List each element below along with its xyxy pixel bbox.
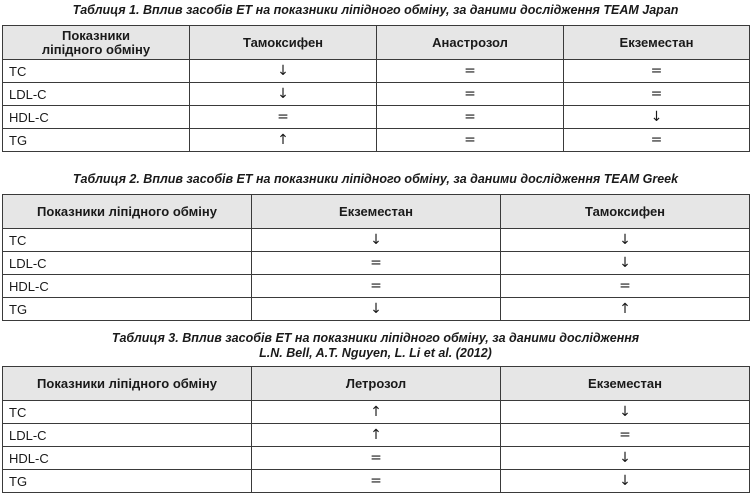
table-3-caption: Таблиця 3. Вплив засобів ЕТ на показники ліпідного обміну, за даними дослідження (111, 331, 640, 345)
row-label: TG (3, 298, 252, 321)
row-label: LDL-C (3, 83, 190, 106)
cell-value: = (377, 60, 564, 83)
table-row (3, 60, 750, 83)
table-1 (2, 25, 750, 152)
table-2-block (0, 172, 751, 321)
cell-value: ↑ (252, 424, 501, 447)
table-row (3, 129, 750, 152)
table-row (3, 470, 750, 493)
cell-value: ↓ (190, 83, 377, 106)
cell-value: ↓ (501, 447, 750, 470)
cell-value: = (252, 275, 501, 298)
cell-value: = (564, 129, 750, 152)
table-row (3, 229, 750, 252)
cell-value: = (252, 447, 501, 470)
cell-value: = (377, 106, 564, 129)
table-3-caption-line2: L.N. Bell, A.T. Nguyen, L. Li et al. (2012) (259, 346, 492, 360)
cell-value: ↓ (252, 298, 501, 321)
row-label: TC (3, 401, 252, 424)
cell-value: ↓ (564, 106, 750, 129)
table-3-header-letrozole: Летрозол (252, 367, 501, 401)
row-label: HDL-C (3, 106, 190, 129)
row-label: TC (3, 229, 252, 252)
row-label: TG (3, 470, 252, 493)
cell-value: ↓ (501, 401, 750, 424)
cell-value: = (564, 83, 750, 106)
row-label: HDL-C (3, 447, 252, 470)
row-label: TC (3, 60, 190, 83)
cell-value: ↑ (190, 129, 377, 152)
table-row (3, 83, 750, 106)
table-row (3, 447, 750, 470)
table-3-header-indicator: Показники ліпідного обміну (3, 367, 252, 401)
table-1-header-exemestane: Екземестан (564, 26, 750, 60)
cell-value: = (501, 424, 750, 447)
table-2 (2, 194, 750, 321)
table-row (3, 106, 750, 129)
cell-value: = (252, 252, 501, 275)
table-2-header-indicator: Показники ліпідного обміну (3, 195, 252, 229)
table-row (3, 298, 750, 321)
table-1-caption: Таблиця 1. Вплив засобів ЕТ на показники ліпідного обміну, за даними дослідження TEAM Japan (72, 3, 679, 17)
table-2-caption: Таблиця 2. Вплив засобів ЕТ на показники ліпідного обміну, за даними дослідження TEAM Greek (72, 172, 679, 186)
table-3 (2, 366, 750, 493)
cell-value: = (377, 129, 564, 152)
table-1-header-indicator: Показники ліпідного обміну (3, 26, 190, 60)
cell-value: = (377, 83, 564, 106)
cell-value: ↓ (190, 60, 377, 83)
table-3-header-row (3, 367, 750, 401)
table-2-header-exemestane: Екземестан (252, 195, 501, 229)
row-label: HDL-C (3, 275, 252, 298)
cell-value: ↓ (501, 470, 750, 493)
table-2-header-row (3, 195, 750, 229)
table-row (3, 275, 750, 298)
table-row (3, 401, 750, 424)
row-label: LDL-C (3, 252, 252, 275)
table-1-block (0, 3, 751, 152)
cell-value: ↓ (501, 252, 750, 275)
table-1-header-tamoxifen: Тамоксифен (190, 26, 377, 60)
table-2-header-tamoxifen: Тамоксифен (501, 195, 750, 229)
row-label: LDL-C (3, 424, 252, 447)
cell-value: = (252, 470, 501, 493)
cell-value: ↑ (252, 401, 501, 424)
table-1-header-row (3, 26, 750, 60)
cell-value: ↓ (252, 229, 501, 252)
cell-value: = (501, 275, 750, 298)
cell-value: = (190, 106, 377, 129)
row-label: TG (3, 129, 190, 152)
table-3-header-exemestane: Екземестан (501, 367, 750, 401)
cell-value: ↑ (501, 298, 750, 321)
cell-value: = (564, 60, 750, 83)
table-row (3, 252, 750, 275)
table-row (3, 424, 750, 447)
table-3-block (0, 331, 751, 493)
cell-value: ↓ (501, 229, 750, 252)
table-1-header-anastrozole: Анастрозол (377, 26, 564, 60)
